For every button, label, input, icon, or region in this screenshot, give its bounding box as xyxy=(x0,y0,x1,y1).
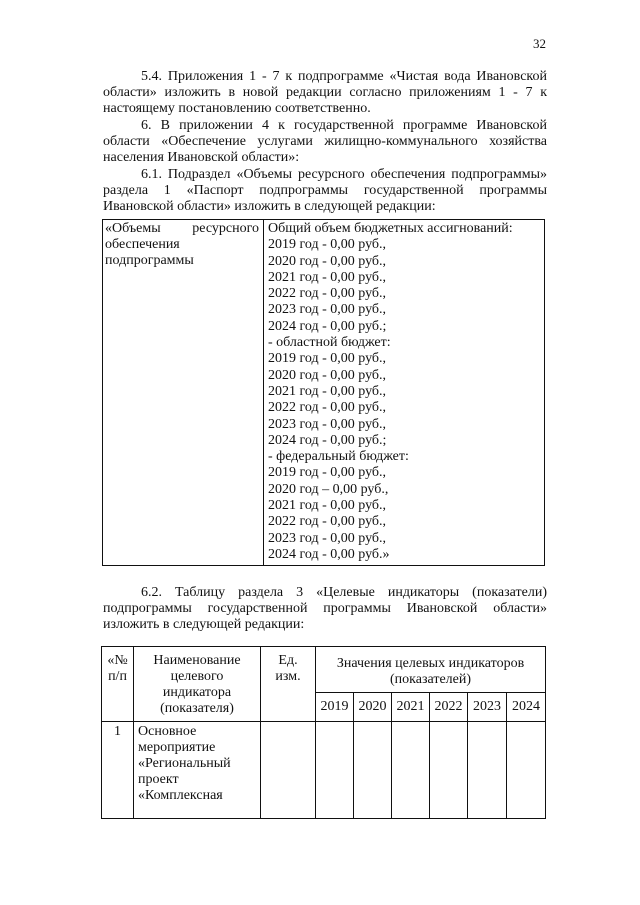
header-values xyxy=(316,647,546,693)
budget-line: 2024 год - 0,00 руб.» xyxy=(268,546,390,562)
text-line: изложить в следующей редакции: xyxy=(103,617,305,632)
paragraph-6-2 xyxy=(103,585,547,633)
budget-line: 2019 год - 0,00 руб., xyxy=(268,465,387,481)
text-line: населения Ивановской области»: xyxy=(103,150,300,165)
label-line: обеспечения xyxy=(105,237,180,252)
text-line: области «Обеспечение услугами жилищно-коммунального хозяйства xyxy=(103,134,547,149)
header-text: Наименование xyxy=(153,653,241,668)
row-cell xyxy=(430,722,468,819)
label-line: подпрограммы xyxy=(105,253,194,268)
row-num: 1 xyxy=(102,722,134,819)
year-header: 2023 xyxy=(468,693,507,722)
row-cell xyxy=(392,722,430,819)
row-cell xyxy=(354,722,392,819)
budget-line: Общий объем бюджетных ассигнований: xyxy=(268,221,513,236)
budget-line: 2023 год - 0,00 руб., xyxy=(268,416,387,432)
row-cell xyxy=(507,722,546,819)
header-text: индикатора xyxy=(162,685,232,700)
year-header: 2019 xyxy=(316,693,354,722)
indicators-table xyxy=(101,646,546,819)
label-word: ресурсного xyxy=(192,221,259,236)
header-text: «№ xyxy=(107,653,128,668)
budget-line: 2022 год - 0,00 руб., xyxy=(268,286,387,302)
resource-table-values xyxy=(268,221,543,563)
budget-line: 2021 год - 0,00 руб., xyxy=(268,269,387,285)
resource-table-label xyxy=(105,221,259,269)
budget-line: 2024 год - 0,00 руб.; xyxy=(268,432,387,448)
year-header: 2020 xyxy=(354,693,392,722)
budget-line: - областной бюджет: xyxy=(268,335,391,351)
year-header: 2024 xyxy=(507,693,546,722)
row-cell xyxy=(316,722,354,819)
row-cell xyxy=(261,722,316,819)
budget-line: 2022 год - 0,00 руб., xyxy=(268,514,387,530)
row-name-line: «Региональный xyxy=(138,756,231,771)
text-line: Ивановской области» изложить в следующей редакции: xyxy=(103,199,436,214)
budget-line: 2022 год - 0,00 руб., xyxy=(268,400,387,416)
year-header: 2021 xyxy=(392,693,430,722)
year-header: 2022 xyxy=(430,693,468,722)
header-name xyxy=(134,647,261,722)
header-unit xyxy=(261,647,316,722)
budget-line: 2020 год - 0,00 руб., xyxy=(268,253,387,269)
row-name-line: Основное xyxy=(138,724,197,739)
text-line: раздела 1 «Паспорт подпрограммы государственной программы xyxy=(103,183,547,198)
page-number: 32 xyxy=(533,36,546,51)
budget-line: 2021 год - 0,00 руб., xyxy=(268,383,387,399)
budget-line: 2023 год - 0,00 руб., xyxy=(268,302,387,318)
text-line: области» изложить в новой редакции согласно приложениям 1 - 7 к xyxy=(103,85,547,100)
row-name-line: проект xyxy=(138,772,179,787)
header-text: изм. xyxy=(275,669,301,684)
budget-line: 2019 год - 0,00 руб., xyxy=(268,351,387,367)
budget-line: 2024 год - 0,00 руб.; xyxy=(268,318,387,334)
text-line: 6. В приложении 4 к государственной программе Ивановской xyxy=(141,118,547,133)
row-name xyxy=(134,722,261,819)
budget-line: 2019 год - 0,00 руб., xyxy=(268,237,387,253)
text-line: подпрограммы государственной программы Ивановской области» xyxy=(103,601,547,616)
budget-line: 2021 год - 0,00 руб., xyxy=(268,498,387,514)
header-text: Ед. xyxy=(278,653,298,668)
text-line: 6.1. Подраздел «Объемы ресурсного обеспечения подпрограммы» xyxy=(141,167,547,182)
paragraph-6 xyxy=(103,118,547,166)
header-text: целевого xyxy=(170,669,224,684)
budget-line: 2020 год - 0,00 руб., xyxy=(268,367,387,383)
label-word: «Объемы xyxy=(105,221,161,236)
table-divider xyxy=(263,220,264,565)
header-num xyxy=(102,647,134,722)
resource-table xyxy=(102,219,545,566)
header-text: п/п xyxy=(108,669,127,684)
table-row xyxy=(102,722,546,819)
row-cell xyxy=(468,722,507,819)
budget-line: - федеральный бюджет: xyxy=(268,449,409,465)
budget-line: 2020 год – 0,00 руб., xyxy=(268,481,389,497)
row-name-line: мероприятие xyxy=(138,740,216,755)
header-text: (показателя) xyxy=(160,701,234,716)
text-line: настоящему постановлению соответственно. xyxy=(103,101,371,116)
budget-line: 2023 год - 0,00 руб., xyxy=(268,530,387,546)
header-text: Значения целевых индикаторов xyxy=(336,655,525,671)
header-text: (показателей) xyxy=(389,671,472,687)
text-line: 5.4. Приложения 1 - 7 к подпрограмме «Чистая вода Ивановской xyxy=(141,69,547,84)
paragraph-6-1 xyxy=(103,167,547,215)
row-name-line: «Комплексная xyxy=(138,788,223,803)
paragraph-5-4 xyxy=(103,69,547,117)
text-line: 6.2. Таблицу раздела 3 «Целевые индикаторы (показатели) xyxy=(141,585,547,600)
